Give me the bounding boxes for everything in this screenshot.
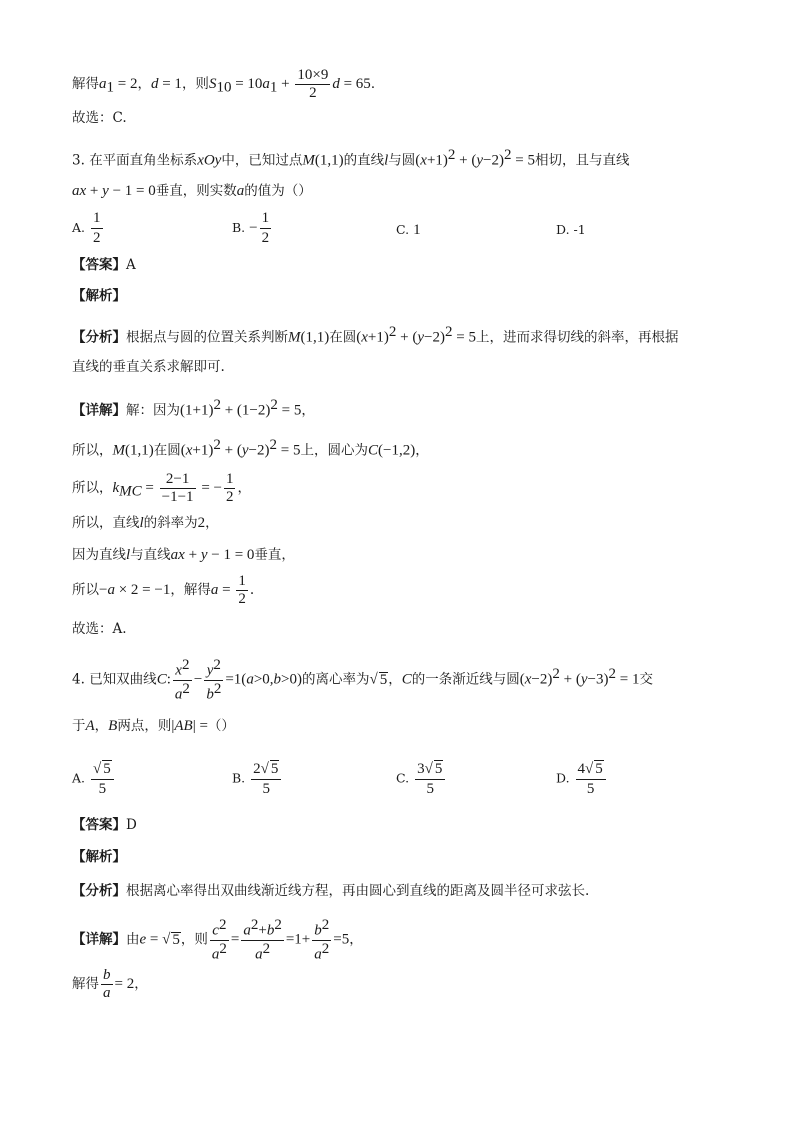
q3-detail-slope-calc: 所以，$k_{MC}$ = $\frac{2-1}{-1-1}$ = − $\frac{1}{2}$ ， — [72, 471, 251, 505]
q4-stem-line1: 4. 已知双曲线C: $\frac{x^2}{a^2}$ − $\frac{y^2}{b^2}$ =1(a>0,b>0)的离心率为√ 5，C的一条渐近线与圆$(x-2)^2 + (y-3)^2 = 1$交 — [72, 657, 653, 702]
q4-analysis-tag: 【解析】 — [72, 849, 126, 865]
q3-option-d[interactable]: D. -1 — [556, 222, 586, 237]
q4-option-a[interactable]: A. $\frac{√ 5}{5}$ — [72, 760, 116, 798]
q4-answer: 【答案】D — [72, 817, 137, 833]
q3-choice: 故选：A. — [72, 621, 127, 637]
q4-detail-line2: 解得 $\frac{b}{a}$ = 2， — [72, 967, 148, 1001]
q3-detail-solve: 所以−a × 2 = −1，解得a = $\frac{1}{2}$ . — [72, 573, 255, 607]
q3-option-c[interactable]: C. 1 — [396, 222, 421, 238]
q4-stem-line2: 于A，B两点，则|AB| =（） — [72, 718, 235, 734]
q3-option-b[interactable]: B. − $\frac{1}{2}$ — [232, 210, 270, 246]
q3-answer: 【答案】A — [72, 257, 136, 273]
q3-stem-line1: 3. 在平面直角坐标系xOy中，已知过点M(1,1)的直线l与圆$(x+1)^2 + (y-2)^2 = 5$相切，且与直线 — [72, 147, 630, 169]
q3-fenxi-line1: 【分析】根据点与圆的位置关系判断M(1,1)在圆$(x+1)^2 + (y-2)^2 = 5$上，进而求得切线的斜率，再根据 — [72, 324, 679, 346]
q3-stem-line2: ax + y − 1 = 0垂直，则实数a的值为（） — [72, 183, 312, 199]
prev-solve-line: 解得$a_1 = 2$，d = 1，则$S_{10} = 10a_1$ + $\frac{10\times 9}{2}$ d = 65． — [72, 67, 385, 101]
q3-analysis-tag: 【解析】 — [72, 288, 126, 304]
q3-detail-slope-l: 所以，直线l的斜率为2， — [72, 515, 219, 531]
q4-option-c[interactable]: C. $\frac{3√ 5}{5}$ — [396, 760, 447, 798]
q4-option-b[interactable]: B. $\frac{2√ 5}{5}$ — [232, 760, 283, 798]
q4-fenxi: 【分析】根据离心率得出双曲线渐近线方程，再由圆心到直线的距离及圆半径可求弦长. — [72, 883, 590, 899]
q3-option-a[interactable]: A. $\frac{1}{2}$ — [72, 210, 101, 246]
q3-detail-line1: 【详解】解：因为$(1+1)^2 + (1-2)^2 = 5$， — [72, 397, 315, 419]
q3-detail-perp: 因为直线l与直线ax + y − 1 = 0垂直， — [72, 547, 295, 563]
q4-detail-line1: 【详解】由e = √ 5，则 $\frac{c^2}{a^2}$ = $\frac{a^2+b^2}{a^2}$ =1+ $\frac{b^2}{a^2}$ =5， — [72, 917, 363, 962]
q4-option-d[interactable]: D. $\frac{4√ 5}{5}$ — [556, 760, 608, 798]
q3-fenxi-line2: 直线的垂直关系求解即可. — [72, 359, 225, 375]
prev-choice: 故选：C. — [72, 110, 127, 126]
q3-detail-line2: 所以，M(1,1)在圆$(x+1)^2 + (y-2)^2 = 5$上，圆心为C(−1,2)， — [72, 437, 429, 459]
